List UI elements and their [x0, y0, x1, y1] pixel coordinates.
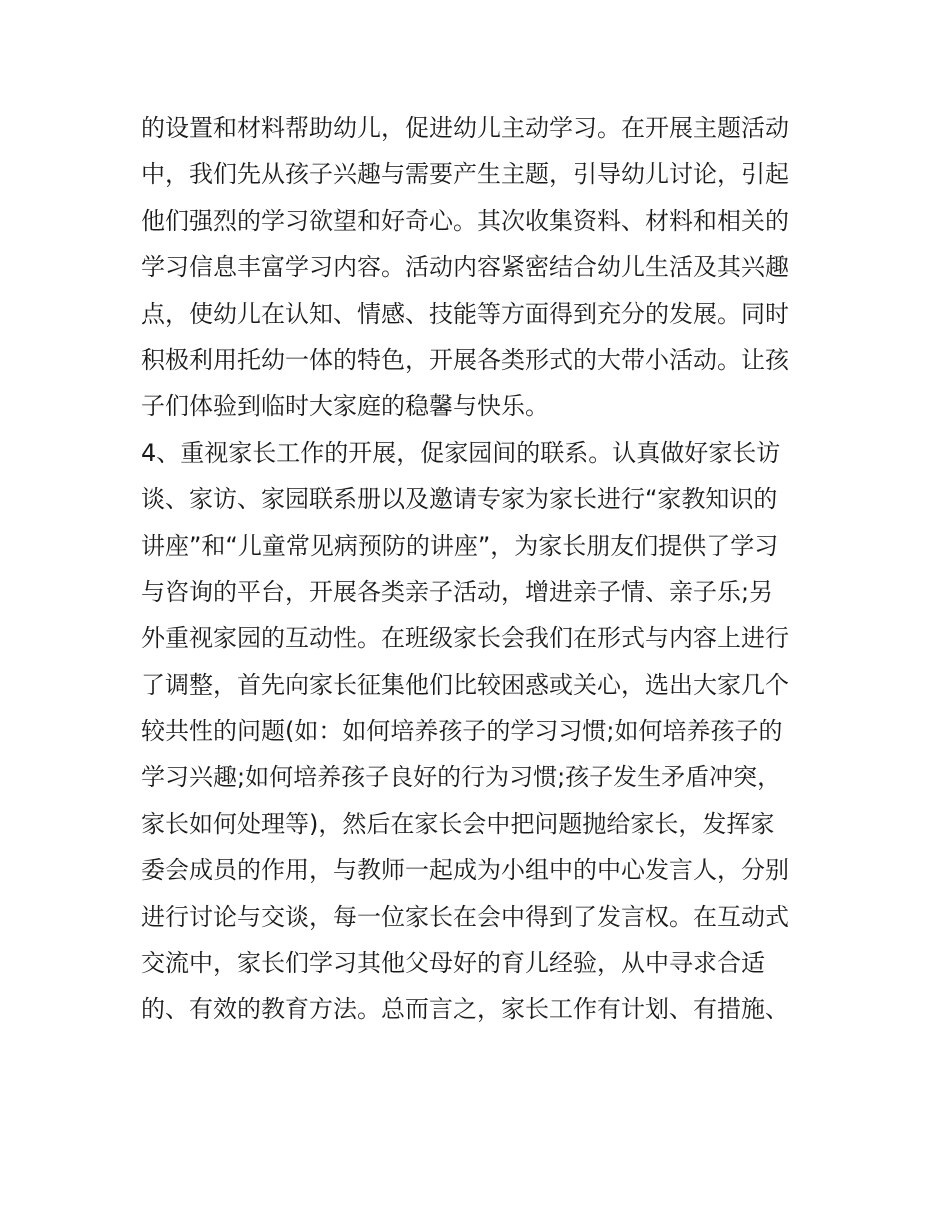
text-line: 子们体验到临时大家庭的稳馨与快乐。 [141, 392, 549, 421]
text-line: 进行讨论与交谈，每一位家长在会中得到了发言权。在互动式 [141, 902, 789, 931]
text-line: 的、有效的教育方法。总而言之，家长工作有计划、有措施、 [141, 995, 789, 1024]
text-line: 积极利用托幼一体的特色，开展各类形式的大带小活动。让孩 [141, 345, 789, 374]
text-line: 委会成员的作用，与教师一起成为小组中的中心发言人，分别 [141, 856, 789, 885]
text-line: 中，我们先从孩子兴趣与需要产生主题，引导幼儿讨论，引起 [141, 160, 789, 189]
text-line: 外重视家园的互动性。在班级家长会我们在形式与内容上进行 [141, 624, 789, 653]
text-line: 家长如何处理等)，然后在家长会中把问题抛给家长，发挥家 [141, 809, 775, 838]
text-line: 的设置和材料帮助幼儿，促进幼儿主动学习。在开展主题活动 [141, 114, 789, 142]
text-line: 点，使幼儿在认知、情感、技能等方面得到充分的发展。同时 [141, 299, 789, 328]
text-line: 4、重视家长工作的开展，促家园间的联系。认真做好家长访 [141, 438, 781, 467]
body-text [141, 105, 821, 1033]
text-line: 学习兴趣;如何培养孩子良好的行为习惯;孩子发生矛盾冲突， [141, 763, 782, 792]
text-line: 学习信息丰富学习内容。活动内容紧密结合幼儿生活及其兴趣 [141, 253, 789, 282]
text-line: 交流中，家长们学习其他父母好的育儿经验，从中寻求合适 [141, 949, 765, 978]
text-line: 谈、家访、家园联系册以及邀请专家为家长进行“家教知识的 [141, 485, 778, 514]
text-line: 他们强烈的学习欲望和好奇心。其次收集资料、材料和相关的 [141, 206, 789, 235]
text-line: 较共性的问题(如：如何培养孩子的学习习惯;如何培养孩子的 [141, 717, 783, 746]
text-line: 与咨询的平台，开展各类亲子活动，增进亲子情、亲子乐;另 [141, 577, 774, 606]
text-line: 了调整，首先向家长征集他们比较困惑或关心，选出大家几个 [141, 670, 789, 699]
text-line: 讲座”和“儿童常见病预防的讲座”，为家长朋友们提供了学习 [141, 531, 779, 560]
